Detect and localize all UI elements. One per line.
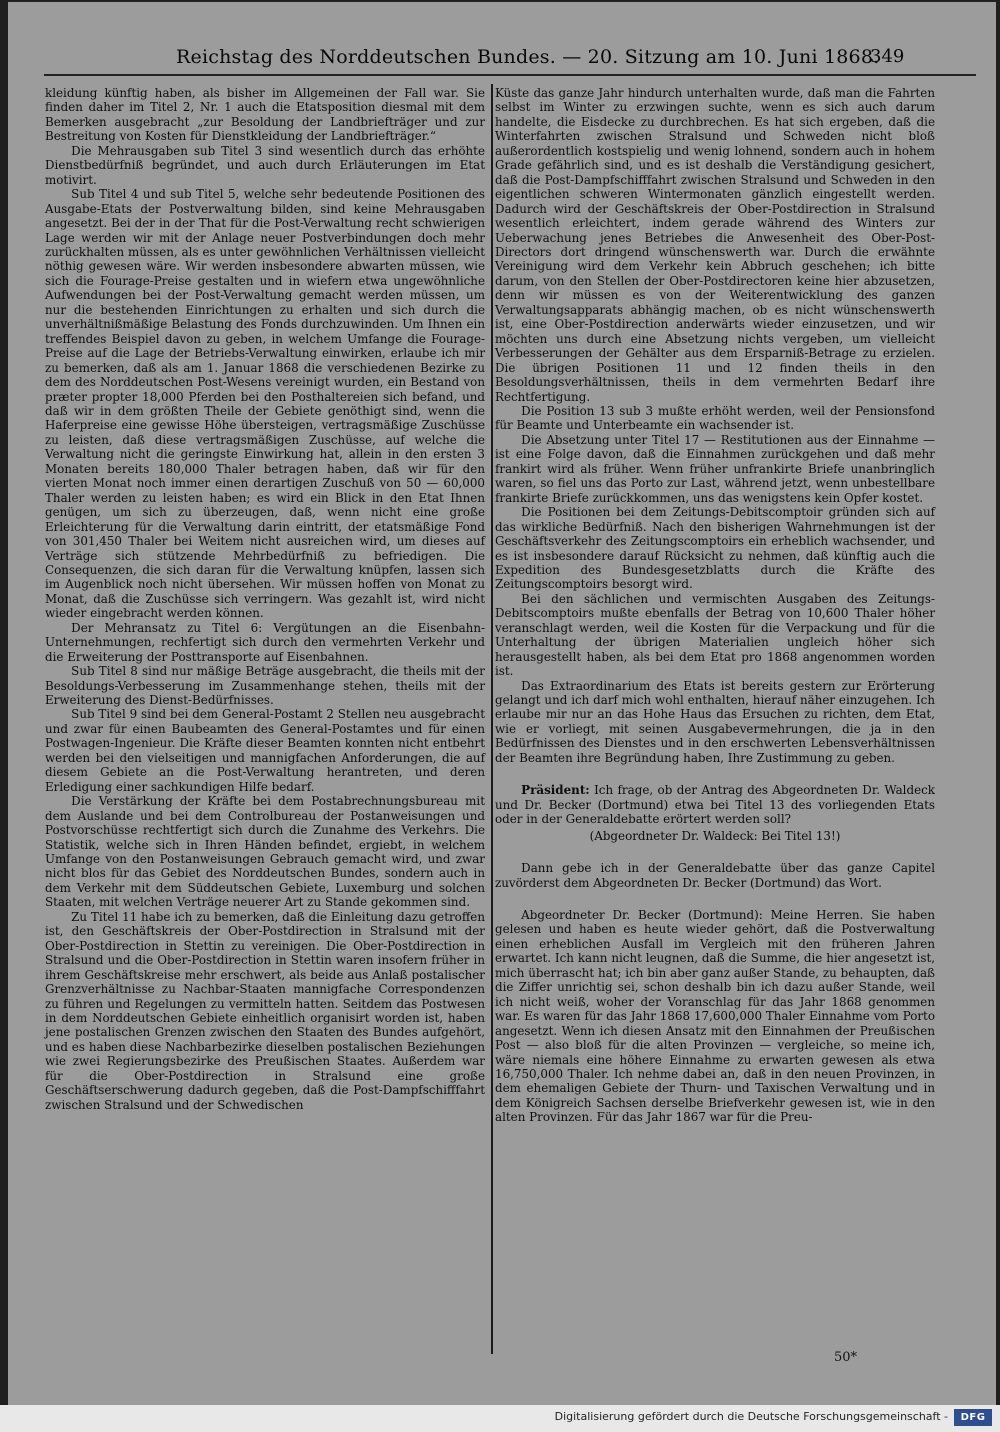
paragraph: kleidung künftig haben, als bisher im Allgemeinen der Fall war. Sie finden daher im Titel 2, Nr. 1 auch die Etatsposition diesmal mit dem Bemerken ausgebracht „zur Besoldung der Landbriefträger und zur Bestreitung von Kosten für Dienstkleidung der Landbriefträger.“ — [45, 86, 485, 144]
right-column — [495, 86, 935, 1125]
paragraph: Die Position 13 sub 3 mußte erhöht werden, weil der Pensionsfond für Beamte und Unterbeamte ein wachsender ist. — [495, 403, 935, 433]
paragraph: Bei den sächlichen und vermischten Ausgaben des Zeitungs-Debitscomptoirs mußte ebenfalls der Betrag von 10,600 Thaler höher veranschlagt werden, weil die Kosten für die Verpackung und für die Unterhaltung der übrigen Materialien ungleich höher sich herausgestellt haben, als bei dem Etat pro 1868 angenommen worden ist. — [495, 591, 935, 679]
left-column — [45, 86, 485, 1112]
paragraph: Dann gebe ich in der Generaldebatte über das ganze Capitel zuvörderst dem Abgeordneten Dr. Becker (Dortmund) das Wort. — [495, 861, 935, 890]
signature-mark: 50* — [834, 1350, 858, 1365]
header-rule — [44, 74, 976, 76]
speaker-text: Ich frage, ob der Antrag des Abgeordneten Dr. Waldeck und Dr. Becker (Dortmund) etwa bei Titel 13 des vorliegenden Etats oder in der Generaldebatte erörtert werden soll? — [495, 783, 935, 827]
paragraph: Sub Titel 8 sind nur mäßige Beträge ausgebracht, die theils mit der Besoldungs-Verbesserung im Zusammenhange stehen, theils mit der Erweiterung des Dienst-Bedürfnisses. — [45, 664, 485, 708]
paragraph: Die Absetzung unter Titel 17 — Restitutionen aus der Einnahme — ist eine Folge davon, daß die Einnahmen zurückgehen und daß mehr frankirt wird als früher. Wenn früher unfrankirte Briefe unanbringlich waren, so fiel uns das Porto zur Last, während jetzt, wenn unbestellbare frankirte Briefe zurückkommen, uns das wenigstens kein Opfer kostet. — [495, 432, 935, 505]
paragraph: Sub Titel 4 und sub Titel 5, welche sehr bedeutende Positionen des Ausgabe-Etats der Postverwaltung bilden, sind keine Mehrausgaben angesetzt. Bei der in der That für die Post-Verwaltung recht schwierigen Lage werden wir mit der Anlage neuer Postverbindungen doch mehr zurückhalten müssen, als es unter gewöhnlichen Verhältnissen vielleicht nöthig gewesen wäre. Wir werden insbesondere abwarten müssen, wie sich die Fourage-Preise gestalten und in wiefern etwa ungewöhnliche Aufwendungen bei der Post-Verwaltung gemacht werden müssen, um nur die bestehenden Einrichtungen zu erhalten und sich durch die unverhältnißmäßige Belastung des Fonds durchzuwinden. Um Ihnen ein treffendes Beispiel davon zu geben, in welchem Umfange die Fourage-Preise auf die Lage der Betriebs-Verwaltung einwirken, erlaube ich mir zu bemerken, daß als am 1. Januar 1868 die verschiedenen Bezirke zu dem des Norddeutschen Post-Wesens vereinigt wurden, ein Bestand von præter propter 18,000 Pferden bei den Posthaltereien sich befand, und daß wir in dem größten Theile der Gebiete genöthigt sind, wenn die Haferpreise eine gewisse Höhe übersteigen, vertragsmäßige Zuschüsse zu leisten, daß diese vertragsmäßigen Zuschüsse, auf welche die Verwaltung nicht die geringste Einwirkung hat, allein in den ersten 3 Monaten bereits 180,000 Thaler betragen haben, daß wir für den vierten Monat noch immer einen derartigen Zuschuß von 50 — 60,000 Thaler werden zu leisten haben; es wird ein Blick in den Etat Ihnen genügen, um sich zu überzeugen, daß, wenn nicht eine große Erleichterung für die Verwaltung darin eintritt, der etatsmäßige Fond von 301,450 Thaler bei Weitem nicht ausreichen wird, um dieses auf Verträge sich stützende Mehrbedürfniß zu befriedigen. Die Consequenzen, die sich daran für die Verwaltung knüpfen, lassen sich im Augenblick noch nicht übersehen. Wir müssen hoffen von Monat zu Monat, daß die Zuschüsse sich verringern. Was gezahlt ist, wird nicht wieder eingebracht werden können. — [45, 187, 485, 621]
speaker-name: Präsident: — [521, 783, 590, 798]
page-number: 349 — [870, 46, 905, 67]
paragraph: Abgeordneter Dr. Becker (Dortmund): Meine Herren. Sie haben gelesen und haben es heute wieder gehört, daß die Postverwaltung einen erheblichen Ausfall im Vergleich mit den früheren Jahren erwartet. Ich kann nicht leugnen, daß die Summe, die hier angesetzt ist, mich überrascht hat; ich bin aber ganz außer Stande, zu behaupten, daß die Ziffer unrichtig sei, schon deshalb bin ich dazu außer Stande, weil ich nicht weiß, woher der Voranschlag für das Jahr 1868 genommen war. Es waren für das Jahr 1868 17,600,000 Thaler Einnahme vom Porto angesetzt. Wenn ich diesen Ansatz mit den Einnahmen der Preußischen Post — also bloß für die alten Provinzen — vergleiche, so meine ich, wäre niemals eine höhere Einnahme zu erwarten gewesen als etwa 16,750,000 Thaler. Ich nehme dabei an, daß in den neuen Provinzen, in dem ehemaligen Gebiete der Thurn- und Taxischen Verwaltung und in dem Königreich Sachsen derselbe Briefverkehr gewesen ist, wie in den alten Provinzen. Für das Jahr 1867 war für die Preu- — [495, 908, 935, 1125]
paragraph: Die Mehrausgaben sub Titel 3 sind wesentlich durch das erhöhte Dienstbedürfniß begründet, und auch durch Erläuterungen im Etat motivirt. — [45, 143, 485, 187]
paragraph: Sub Titel 9 sind bei dem General-Postamt 2 Stellen neu ausgebracht und zwar für einen Baubeamten des General-Postamtes und für einen Postwagen-Ingenieur. Die Kräfte dieser Beamten konnten nicht entbehrt werden bei den vielseitigen und mannigfachen Anforderungen, die auf diesem Gebiete an die Post-Verwaltung herantreten, und deren Erledigung einer sachkundigen Hilfe bedarf. — [45, 707, 485, 794]
dfg-logo: DFG — [954, 1409, 992, 1426]
column-divider — [491, 84, 493, 1354]
paragraph: Die Positionen bei dem Zeitungs-Debitscomptoir gründen sich auf das wirkliche Bedürfniß. Nach den bisherigen Wahrnehmungen ist der Geschäftsverkehr des Zeitungscomptoirs ein erheblich wachsender, und es ist insbesondere darauf Rücksicht zu nehmen, daß künftig auch die Expedition des Bundesgesetzblatts durch die Kräfte des Zeitungscomptoirs besorgt wird. — [495, 505, 935, 592]
paragraph: Die Verstärkung der Kräfte bei dem Postabrechnungsbureau mit dem Auslande und bei dem Controlbureau der Postanweisungen und Postvorschüsse rechtfertigt sich durch die Zunahme des Verkehrs. Die Statistik, welche sich in Ihren Händen befindet, ergiebt, in welchem Umfange von den Postanweisungen Gebrauch gemacht wird, und zwar nicht blos für das Gebiet des Norddeutschen Bundes, sondern auch in dem Verkehr mit dem Süddeutschen Gebiete, Luxemburg und solchen Staaten, mit welchen Verträge neuerer Art zu Stande gekommen sind. — [45, 794, 485, 910]
paragraph: Küste das ganze Jahr hindurch unterhalten wurde, daß man die Fahrten selbst im Winter zu erzwingen suchte, wenn es sich auch darum handelte, die Eisdecke zu durchbrechen. Es hat sich ergeben, daß die Winterfahrten zwischen Stralsund und Schweden nicht bloß außerordentlich kostspielig und wenig lohnend, sondern auch in hohem Grade gefährlich sind, und es ist deshalb die Verständigung gesichert, daß die Post-Dampfschifffahrt zwischen Stralsund und Schweden in den eigentlichen schweren Wintermonaten gänzlich eingestellt werden. Dadurch wird der Geschäftskreis der Ober-Postdirection in Stralsund wesentlich erleichtert, indem gerade während des Winters zur Ueberwachung jenes Betriebes die Anwesenheit des Ober-Post-Directors dort dringend wünschenswerth war. Durch die erwähnte Vereinigung wird dem Verkehr kein Abbruch geschehen; ich bitte darum, von den Stellen der Ober-Postdirectoren keine hier abzusetzen, denn wir müssen es von der Weiterentwicklung des ganzen Verwaltungsapparats abhängig machen, ob es nicht wünschenswerth ist, eine Ober-Postdirection anderwärts wieder einzusetzen, und wir möchten uns durch eine Absetzung nichts vergeben, um vielleicht Verbesserungen der Gehälter aus dem Ersparniß-Betrage zu erzielen. Die übrigen Positionen 11 und 12 finden theils in den Besoldungsverhältnissen, theils in dem vermehrten Bedarf ihre Rechtfertigung. — [495, 86, 935, 404]
footer-bar — [0, 1405, 1000, 1432]
paragraph: Zu Titel 11 habe ich zu bemerken, daß die Einleitung dazu getroffen ist, den Geschäftskreis der Ober-Postdirection in Stralsund mit der Ober-Postdirection in Stettin zu vereinigen. Die Ober-Postdirection in Stralsund und die Ober-Postdirection in Stettin waren insofern früher in ihrem Geschäftskreise mehr erschwert, als beide aus Anlaß postalischer Grenzverhältnisse zu Nachbar-Staaten mannigfache Correspondenzen zu führen und Regelungen zu vermitteln hatten. Seitdem das Postwesen in dem Norddeutschen Gebiete einheitlich organisirt worden ist, haben jene postalischen Grenzen zwischen den Staaten des Bundes aufgehört, und es haben diese Nachbarbezirke dieselben postalischen Beziehungen wie zwei Regierungsbezirke des Preußischen Staates. Außerdem war für die Ober-Postdirection in Stralsund eine große Geschäftserschwerung dadurch gegeben, daß die Post-Dampfschifffahrt zwischen Stralsund und der Schwedischen — [45, 909, 485, 1112]
paragraph: Der Mehransatz zu Titel 6: Vergütungen an die Eisenbahn-Unternehmungen, rechfertigt sich durch den vermehrten Verkehr und die Erweiterung der Posttransporte auf Eisenbahnen. — [45, 620, 485, 664]
paragraph: Das Extraordinarium des Etats ist bereits gestern zur Erörterung gelangt und ich darf mich wohl enthalten, hierauf näher einzugehen. Ich erlaube mir nur an das Hohe Haus das Ersuchen zu richten, dem Etat, wie er vorliegt, mit seinen Ausgabevermehrungen, die ja in den Bedürfnissen des Dienstes und in den erschwerten Lebensverhältnissen der Beamten ihre Begründung haben, Ihre Zustimmung zu geben. — [495, 678, 935, 765]
speaker-paragraph — [495, 783, 935, 826]
document-page — [8, 2, 996, 1407]
funding-note: Digitalisierung gefördert durch die Deutsche Forschungsgemeinschaft - — [554, 1410, 948, 1423]
running-title: Reichstag des Norddeutschen Bundes. — 20. Sitzung am 10. Juni 1868. — [176, 46, 880, 68]
page-header — [8, 2, 996, 68]
interjection: (Abgeordneter Dr. Waldeck: Bei Titel 13!) — [589, 828, 841, 843]
